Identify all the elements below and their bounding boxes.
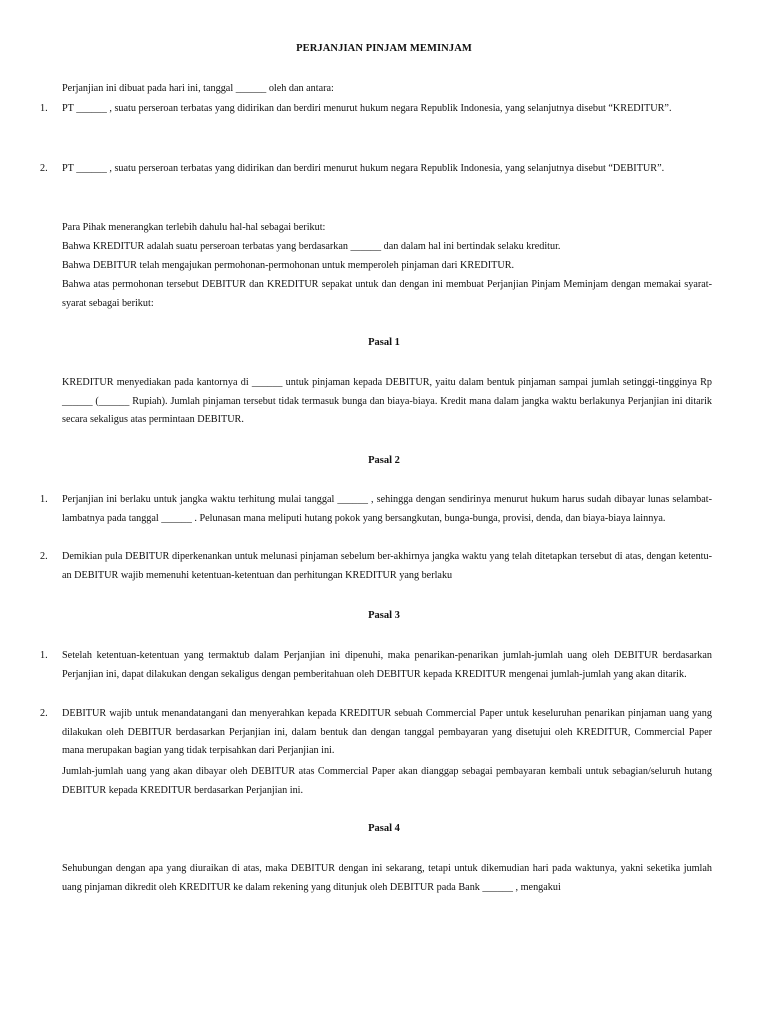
recital-1: Bahwa KREDITUR adalah suatu perseroan terbatas yang berdasarkan ______ dan dalam hal ini bertindak selaku kreditur.	[62, 241, 561, 252]
pasal-2-text-2: Demikian pula DEBITUR diperkenankan untuk melunasi pinjaman sebelum ber-akhirnya jangka waktu yang telah ditetapkan tersebut di atas, dengan ketentu-an DEBITUR wajib memenuhi ketentuan-ketentuan dan perhitungan KREDITUR yang berlaku	[62, 551, 712, 581]
party-item-1	[40, 100, 712, 119]
party-text-1: PT ______ , suatu perseroan terbatas yang didirikan dan berdiri menurut hukum negara Republik Indonesia, yang selanjutnya disebut “KREDITUR”.	[62, 103, 672, 114]
pasal-3-text-1: Setelah ketentuan-ketentuan yang termaktub dalam Perjanjian ini dipenuhi, maka penarikan-penarikan jumlah-jumlah uang oleh DEBITUR berdasarkan Perjanjian ini, dapat dilakukan dengan sekaligus dengan pemberitahuan oleh DEBITUR kepada KREDITUR mengenai jumlah-jumlah yang akan ditarik.	[62, 650, 712, 680]
pasal-2-item-1	[40, 491, 712, 528]
pasal-3-number-2: 2.	[40, 708, 48, 719]
pasal-3-item-2	[40, 705, 712, 761]
party-number-2: 2.	[40, 163, 48, 174]
pasal-2-text-1: Perjanjian ini berlaku untuk jangka waktu terhitung mulai tanggal ______ , sehingga dengan sendirinya menurut hukum harus sudah dibayar lunas selambat-lambatnya pada tanggal ______ . Pelunasan mana meliputi hutang pokok yang bersangkutan, bunga-bunga, provisi, denda, dan biaya-biaya lainnya.	[62, 494, 712, 524]
pasal-1-text: KREDITUR menyediakan pada kantornya di ______ untuk pinjaman kepada DEBITUR, yaitu dalam bentuk pinjaman sampai jumlah setinggi-tingginya Rp ______ (______ Rupiah). Jumlah pinjaman tersebut tidak termasuk bunga dan biaya-biaya. Kredit mana dalam jangka waktu berlakunya Perjanjian ini ditarik secara sekaligus atas permintaan DEBITUR.	[62, 377, 712, 425]
pasal-3-after: Jumlah-jumlah uang yang akan dibayar oleh DEBITUR atas Commercial Paper akan dianggap sebagai pembayaran kembali untuk sebagian/seluruh hutang DEBITUR kepada KREDITUR berdasarkan Perjanjian ini.	[62, 766, 712, 796]
pasal-3-item-1	[40, 647, 712, 684]
pasal-4-text: Sehubungan dengan apa yang diuraikan di atas, maka DEBITUR dengan ini sekarang, tetapi untuk dikemudian hari pada waktunya, yakni seketika jumlah uang pinjaman dikredit oleh KREDITUR ke dalam rekening yang ditunjuk oleh DEBITUR pada Bank ______ , mengakui	[62, 863, 712, 893]
party-number-1: 1.	[40, 103, 48, 114]
pasal-3-text-2: DEBITUR wajib untuk menandatangani dan menyerahkan kepada KREDITUR sebuah Commercial Paper untuk keseluruhan penarikan pinjaman uang yang dilakukan oleh DEBITUR berdasarkan Perjanjian ini, dalam bentuk dan dengan tanggal pembayaran yang disetujui oleh KREDITUR, Commercial Paper mana merupakan bagian yang tidak terpisahkan dari Perjanjian ini.	[62, 708, 712, 756]
intro-paragraph: Perjanjian ini dibuat pada hari ini, tanggal ______ oleh dan antara:	[62, 83, 334, 94]
pasal-3-heading: Pasal 3	[368, 610, 400, 621]
document-title: PERJANJIAN PINJAM MEMINJAM	[296, 43, 472, 54]
recital-3: Bahwa atas permohonan tersebut DEBITUR dan KREDITUR sepakat untuk dan dengan ini membuat Perjanjian Pinjam Meminjam dengan memakai syarat-syarat sebagai berikut:	[62, 279, 712, 309]
pasal-2-item-2	[40, 548, 712, 585]
pasal-2-number-1: 1.	[40, 494, 48, 505]
pasal-1-heading: Pasal 1	[368, 337, 400, 348]
pasal-2-heading: Pasal 2	[368, 455, 400, 466]
pasal-2-number-2: 2.	[40, 551, 48, 562]
recital-2: Bahwa DEBITUR telah mengajukan permohonan-permohonan untuk memperoleh pinjaman dari KREDITUR.	[62, 260, 515, 271]
party-item-2	[40, 160, 712, 179]
pasal-3-number-1: 1.	[40, 650, 48, 661]
pasal-4-heading: Pasal 4	[368, 823, 400, 834]
recitals-intro: Para Pihak menerangkan terlebih dahulu hal-hal sebagai berikut:	[62, 222, 326, 233]
party-text-2: PT ______ , suatu perseroan terbatas yang didirikan dan berdiri menurut hukum negara Republik Indonesia, yang selanjutnya disebut “DEBITUR”.	[62, 163, 665, 174]
